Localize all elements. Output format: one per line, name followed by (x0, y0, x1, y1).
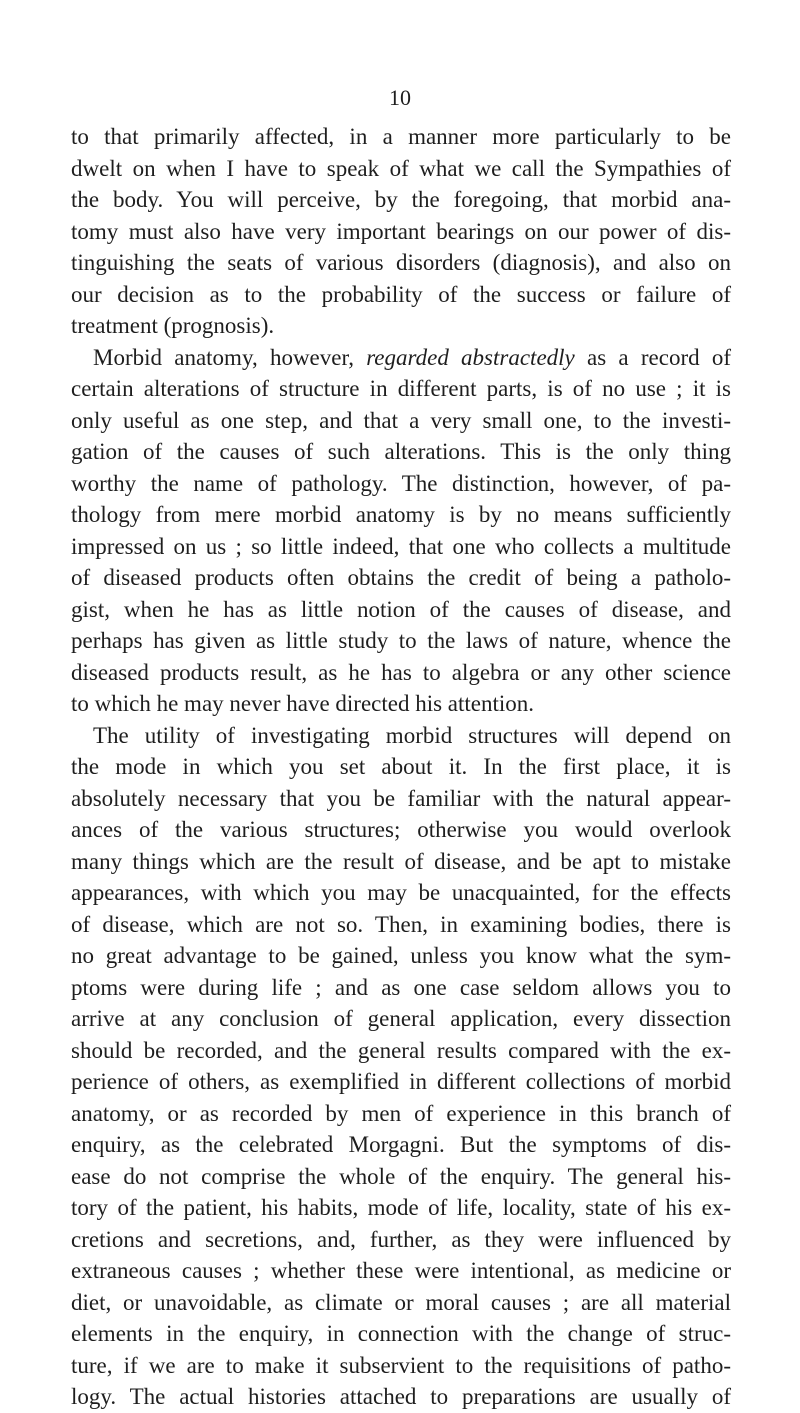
text-line: anatomy, or as recorded by men of experience in this branch of (71, 1100, 731, 1126)
text-line: diet, or unavoidable, as climate or moral causes ; are all material (71, 1289, 731, 1315)
text-line: dwelt on when I have to speak of what we call the Sympathies of (71, 155, 731, 181)
text-line: diseased products result, as he has to algebra or any other science (71, 659, 731, 685)
text-line: absolutely necessary that you be familiar with the natural appear- (71, 785, 731, 811)
emphasized-phrase: regarded abstractedly (366, 344, 575, 370)
text-line: appearances, with which you may be unacquainted, for the effects (71, 880, 731, 905)
text-line: of diseased products often obtains the credit of being a patholo- (71, 565, 731, 590)
text-line: arrive at any conclusion of general application, every dissection (71, 1006, 731, 1031)
text-line: tinguishing the seats of various disorders (diagnosis), and also on (71, 250, 731, 275)
text-line: ptoms were during life ; and as one case seldom allows you to (71, 974, 731, 1000)
text-line: to which he may never have directed his attention. (71, 691, 535, 716)
body-text (71, 121, 731, 1413)
text-line: the body. You will perceive, by the foregoing, that morbid ana- (71, 187, 731, 212)
text-line: The utility of investigating morbid structures will depend on (93, 722, 731, 748)
text-line: of disease, which are not so. Then, in examining bodies, there is (71, 911, 731, 937)
text-line: extraneous causes ; whether these were intentional, as medicine or (71, 1258, 731, 1283)
text-line: ances of the various structures; otherwise you would overlook (71, 817, 731, 842)
text-line: gation of the causes of such alterations. This is the only thing (71, 439, 731, 464)
text-line: thology from mere morbid anatomy is by no means sufficiently (71, 502, 731, 527)
text-line: gist, when he has as little notion of the causes of disease, and (71, 596, 731, 622)
text-line: cretions and secretions, and, further, as they were influenced by (71, 1226, 731, 1252)
text-line: treatment (prognosis). (71, 313, 275, 338)
text-line: to that primarily affected, in a manner more particularly to be (71, 124, 731, 149)
text-line: certain alterations of structure in different parts, is of no use ; it is (71, 376, 731, 401)
text-line: perience of others, as exemplified in different collections of morbid (71, 1069, 731, 1094)
text-line: tory of the patient, his habits, mode of life, locality, state of his ex- (71, 1195, 731, 1220)
text-line: the mode in which you set about it. In the first place, it is (71, 754, 731, 779)
text-line: elements in the enquiry, in connection with the change of struc- (71, 1321, 731, 1346)
text-line: perhaps has given as little study to the laws of nature, whence the (71, 628, 731, 653)
text-line: worthy the name of pathology. The distinction, however, of pa- (71, 470, 731, 496)
text-line: many things which are the result of disease, and be apt to mistake (71, 848, 731, 874)
text-line: tomy must also have very important bearings on our power of dis- (71, 218, 731, 244)
text-line: no great advantage to be gained, unless you know what the sym- (71, 943, 731, 968)
text-line: our decision as to the probability of the success or failure of (71, 281, 731, 307)
text-line: impressed on us ; so little indeed, that one who collects a multitude (71, 533, 731, 559)
text-line: Morbid anatomy, however, regarded abstractedly as a record of (93, 344, 732, 370)
page-number: 10 (389, 85, 411, 110)
text-line: only useful as one step, and that a very small one, to the investi- (71, 407, 731, 433)
text-line: enquiry, as the celebrated Morgagni. But the symptoms of dis- (71, 1132, 731, 1157)
text-line: should be recorded, and the general results compared with the ex- (71, 1037, 731, 1063)
text-line: ture, if we are to make it subservient to the requisitions of patho- (71, 1352, 731, 1378)
text-line: logy. The actual histories attached to preparations are usually of (71, 1384, 731, 1409)
text-line: ease do not comprise the whole of the enquiry. The general his- (71, 1163, 731, 1189)
